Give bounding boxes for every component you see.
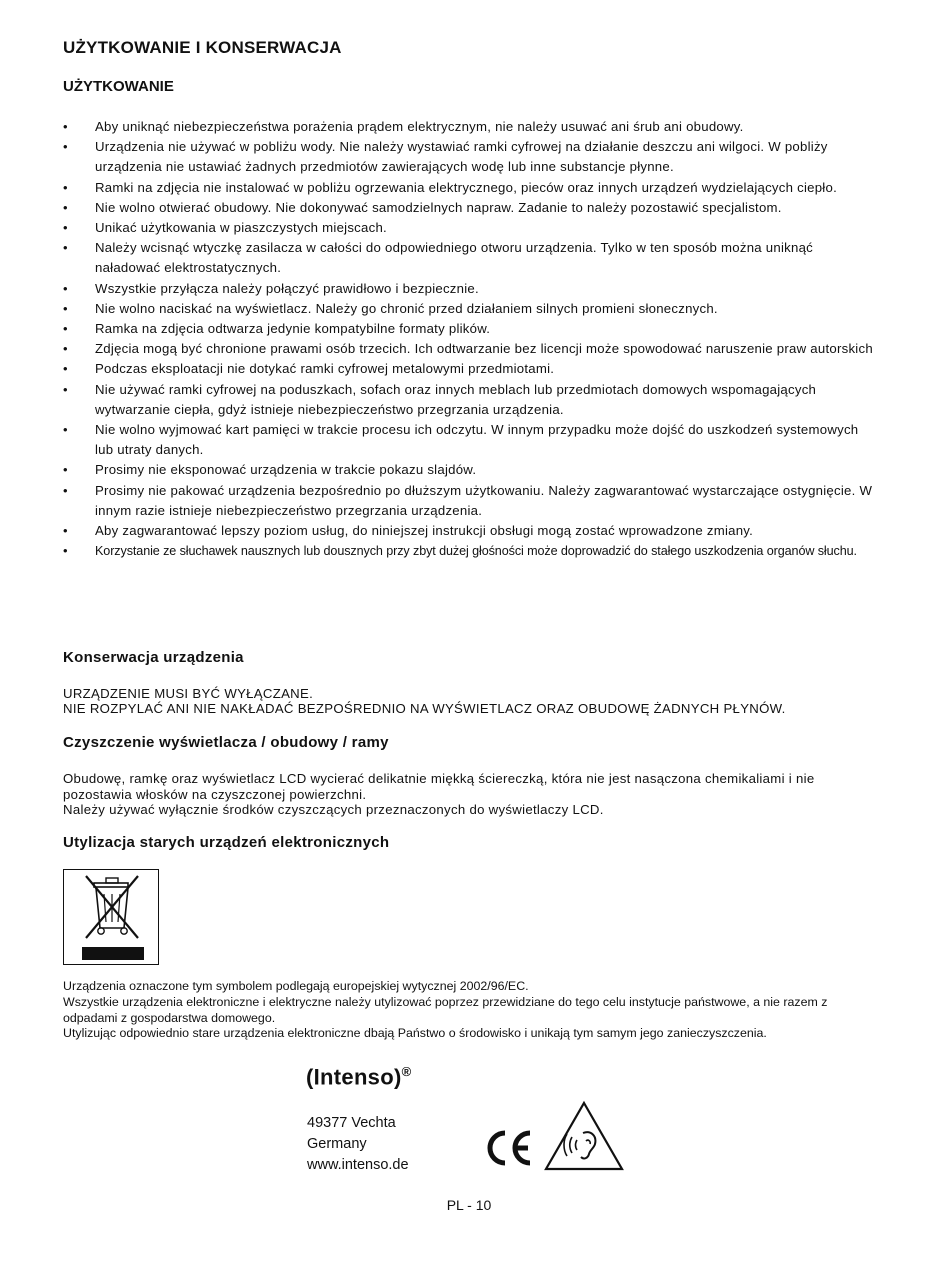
hearing-warning-icon — [543, 1100, 625, 1177]
list-item: • Podczas eksploatacji nie dotykać ramki cyfrowej metalowymi przedmiotami. — [63, 359, 873, 379]
cleaning-line-2: Należy używać wyłącznie środków czyszczących przeznaczonych do wyświetlaczy LCD. — [63, 802, 604, 817]
intenso-logo — [306, 1064, 411, 1090]
list-item: • Prosimy nie eksponować urządzenia w trakcie pokazu slajdów. — [63, 460, 873, 480]
address-line-2: Germany — [307, 1136, 367, 1152]
page-number: PL - 10 — [446, 1197, 492, 1213]
disposal-heading: Utylizacja starych urządzeń elektronicznych — [63, 834, 390, 851]
address-line-1: 49377 Vechta — [307, 1115, 396, 1131]
ce-mark-icon — [484, 1128, 534, 1173]
brand-name: (Intenso) — [306, 1064, 402, 1090]
maintenance-line-2: NIE ROZPYLAĆ ANI NIE NAKŁADAĆ BEZPOŚREDNIO NA WYŚWIETLACZ ORAZ OBUDOWĘ ŻADNYCH PŁYNÓW. — [63, 701, 786, 716]
list-item: • Prosimy nie pakować urządzenia bezpośrednio po dłuższym użytkowaniu. Należy zagwarantować wystarczające ostygnięcie. W innym razie istnieje niebezpieczeństwo przegrzania urządzenia. — [63, 481, 873, 521]
list-item: • Nie używać ramki cyfrowej na poduszkach, sofach oraz innych meblach lub przedmiotach domowych wspomagających wytwarzanie ciepła, gdyż istnieje niebezpieczeństwo przegrzania urządzenia. — [63, 380, 873, 420]
list-item: • Korzystanie ze słuchawek nausznych lub dousznych przy zbyt dużej głośności może doprowadzić do stałego uszkodzenia organów słuchu. — [63, 541, 873, 561]
list-item: • Unikać użytkowania w piaszczystych miejscach. — [63, 218, 873, 238]
maintenance-heading: Konserwacja urządzenia — [63, 649, 244, 666]
list-item: • Nie wolno otwierać obudowy. Nie dokonywać samodzielnych napraw. Zadanie to należy pozostawić specjalistom. — [63, 198, 873, 218]
list-item: • Należy wcisnąć wtyczkę zasilacza w całości do odpowiedniego otworu urządzenia. Tylko w ten sposób można uniknąć naładować elektrostatycznych. — [63, 238, 873, 278]
disposal-line-3: Utylizując odpowiednio stare urządzenia elektroniczne dbają Państwo o środowisko i unikają tym samym jego zanieczyszczenia. — [63, 1026, 767, 1040]
list-item: • Ramka na zdjęcia odtwarza jedynie kompatybilne formaty plików. — [63, 319, 873, 339]
list-item: • Aby zagwarantować lepszy poziom usług, do niniejszej instrukcji obsługi mogą zostać wprowadzone zmiany. — [63, 521, 873, 541]
list-item: • Aby uniknąć niebezpieczeństwa porażenia prądem elektrycznym, nie należy usuwać ani śrub ani obudowy. — [63, 117, 873, 137]
list-item: • Wszystkie przyłącza należy połączyć prawidłowo i bezpiecznie. — [63, 279, 873, 299]
address-line-3: www.intenso.de — [307, 1157, 409, 1173]
list-item: • Nie wolno naciskać na wyświetlacz. Należy go chronić przed działaniem silnych promieni słonecznych. — [63, 299, 873, 319]
list-item: • Ramki na zdjęcia nie instalować w pobliżu ogrzewania elektrycznego, pieców oraz innych urządzeń wydzielających ciepło. — [63, 178, 873, 198]
weee-crossed-bin-icon — [63, 869, 159, 965]
section-subtitle: UŻYTKOWANIE — [63, 78, 174, 95]
cleaning-line-1: Obudowę, ramkę oraz wyświetlacz LCD wycierać delikatnie miękką ściereczką, która nie jest nasączona chemikaliami i nie pozostawia włosków na czyszczonej powierzchni. — [63, 771, 815, 802]
list-item: • Nie wolno wyjmować kart pamięci w trakcie procesu ich odczytu. W innym przypadku może dojść do uszkodzeń systemowych lub utraty danych. — [63, 420, 873, 460]
safety-bullet-list — [63, 117, 873, 561]
page-title: UŻYTKOWANIE I KONSERWACJA — [63, 38, 342, 57]
disposal-line-1: Urządzenia oznaczone tym symbolem podlegają europejskiej wytycznej 2002/96/EC. — [63, 979, 529, 993]
list-item: • Urządzenia nie używać w pobliżu wody. Nie należy wystawiać ramki cyfrowej na działanie deszczu ani wilgoci. W pobliży urządzenia nie ustawiać żadnych przedmiotów zawierających wodę lub inne substancje płynne. — [63, 137, 873, 177]
disposal-line-2: Wszystkie urządzenia elektroniczne i elektryczne należy utylizować poprzez przewidziane do tego celu instytucje państwowe, a nie razem z odpadami z gospodarstwa domowego. — [63, 995, 828, 1025]
registered-mark: ® — [401, 1064, 412, 1079]
list-item: • Zdjęcia mogą być chronione prawami osób trzecich. Ich odtwarzanie bez licencji może spowodować naruszenie praw autorskich — [63, 339, 873, 359]
maintenance-line-1: URZĄDZENIE MUSI BYĆ WYŁĄCZANE. — [63, 686, 314, 701]
cleaning-heading: Czyszczenie wyświetlacza / obudowy / ramy — [63, 734, 389, 751]
